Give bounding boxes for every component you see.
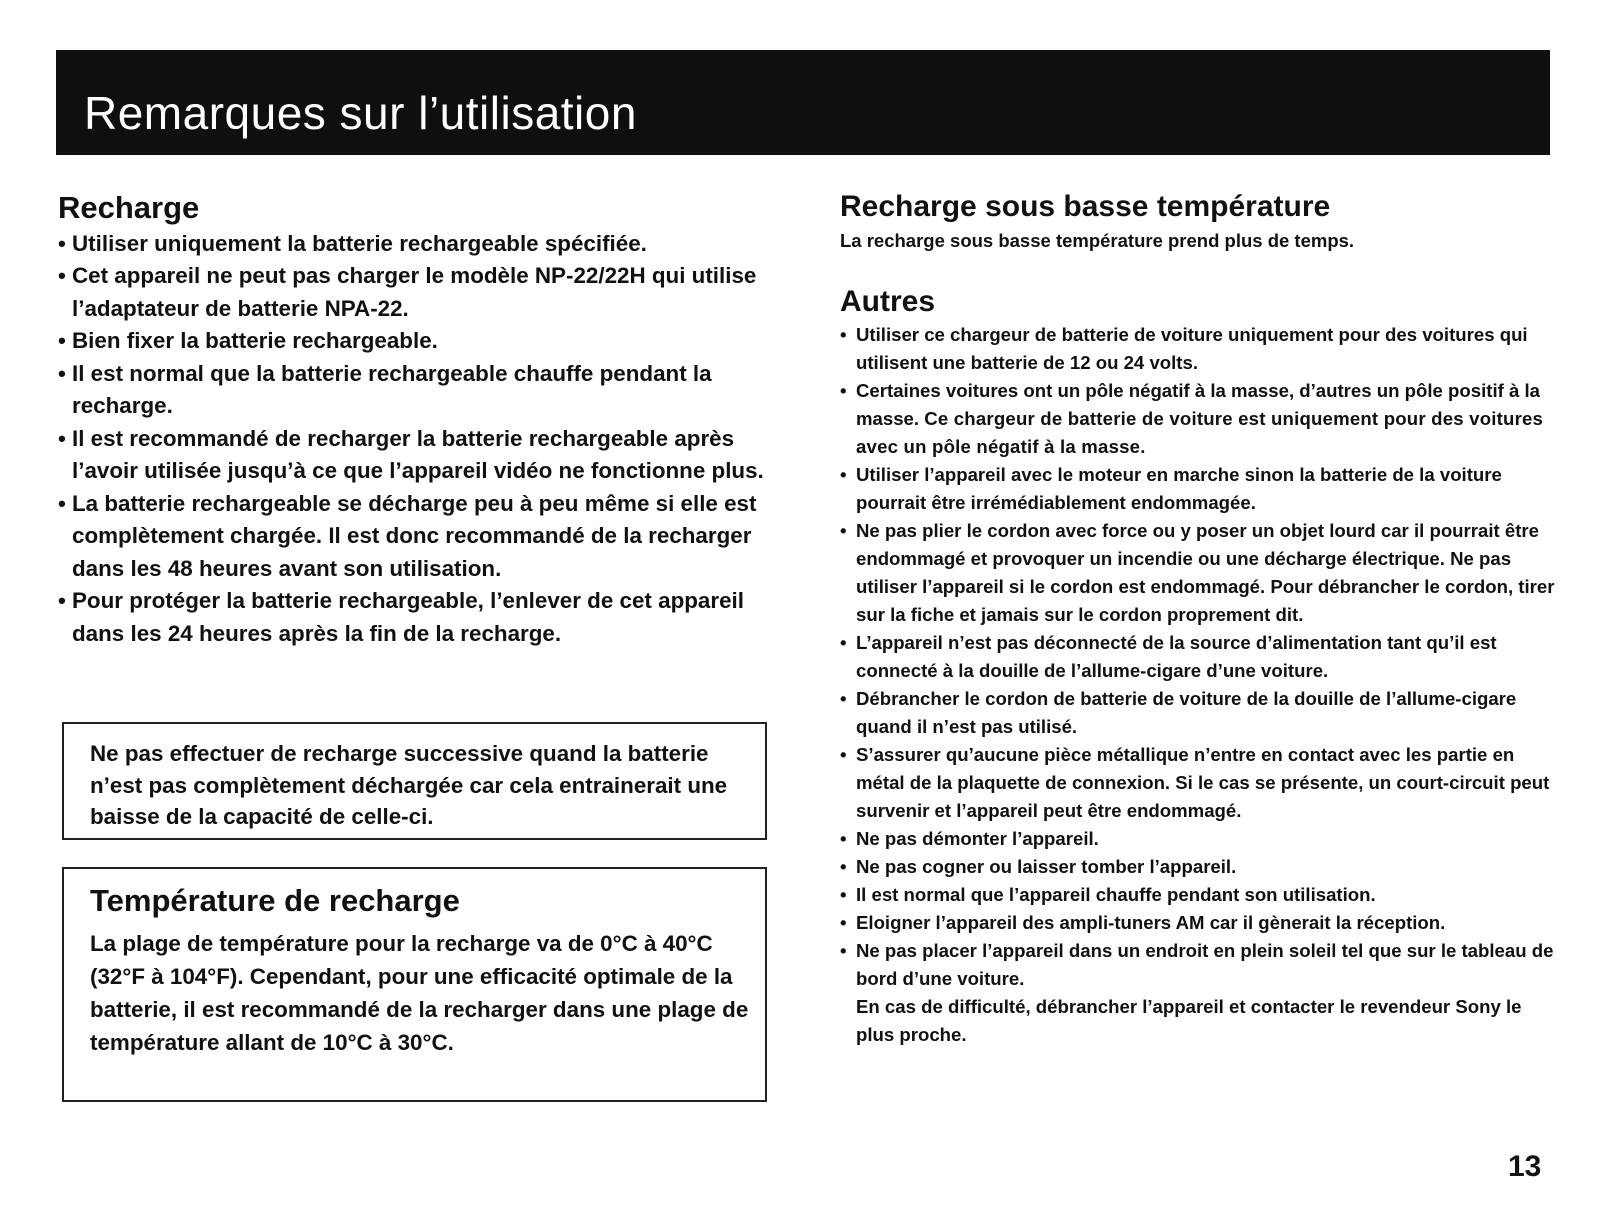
- list-item: [840, 853, 1556, 881]
- item-text: Utiliser ce chargeur de batterie de voiture uniquement pour des voitures qui utilisent une batterie de 12 ou 24 volts.: [856, 324, 1528, 373]
- item-text: Débrancher le cordon de batterie de voiture de la douille de l’allume-cigare quand il n’est pas utilisé.: [856, 688, 1517, 737]
- low-temperature-text: La recharge sous basse température prend plus de temps.: [840, 229, 1355, 251]
- left-column: [58, 190, 770, 650]
- autres-heading: Autres: [840, 284, 936, 318]
- list-item: • Il est recommandé de recharger la batterie rechargeable après l’avoir utilisée jusqu’à ce que l’appareil vidéo ne fonctionne plus.: [58, 423, 770, 488]
- list-item: [840, 881, 1556, 909]
- item-text: Utiliser l’appareil avec le moteur en marche sinon la batterie de la voiture pourrait être irrémédiablement endommagée.: [856, 464, 1502, 513]
- notice-box: [62, 722, 767, 840]
- item-text: L’appareil n’est pas déconnecté de la source d’alimentation tant qu’il est connecté à la douille de l’allume-cigare d’une voiture.: [856, 632, 1497, 681]
- temperature-box: [62, 867, 767, 1102]
- page-number: 13: [1508, 1150, 1542, 1183]
- temperature-text: La plage de température pour la recharge va de 0°C à 40°C (32°F à 104°F). Cependant, pour une efficacité optimale de la batterie, il est recommandé de la recharger dans une plage de température allant de 10°C à 30°C.: [90, 931, 749, 1055]
- item-text: Il est normal que l’appareil chauffe pendant son utilisation.: [856, 884, 1376, 905]
- list-item: [840, 461, 1556, 517]
- list-item: • Pour protéger la batterie rechargeable, l’enlever de cet appareil dans les 24 heures après la fin de la recharge.: [58, 585, 770, 650]
- item-text: S’assurer qu’aucune pièce métallique n’entre en contact avec les partie en métal de la plaquette de connexion. Si le cas se présente, un court-circuit peut survenir et l’appareil peut être endommagé.: [856, 744, 1550, 821]
- page-title: Remarques sur l’utilisation: [84, 87, 637, 139]
- recharge-list: [58, 228, 770, 651]
- right-column: [840, 190, 1556, 1049]
- item-text: Ne pas placer l’appareil dans un endroit en plein soleil tel que sur le tableau de bord d’une voiture.: [856, 940, 1554, 989]
- item-text: Ne pas démonter l’appareil.: [856, 828, 1099, 849]
- list-item: • Utiliser uniquement la batterie rechargeable spécifiée.: [58, 228, 770, 261]
- list-item: • Il est normal que la batterie rechargeable chauffe pendant la recharge.: [58, 358, 770, 423]
- item-text: Eloigner l’appareil des ampli-tuners AM car il gènerait la réception.: [856, 912, 1446, 933]
- list-item: • Bien fixer la batterie rechargeable.: [58, 325, 770, 358]
- list-item: [840, 741, 1556, 825]
- section-banner: [56, 50, 1550, 155]
- notice-text: Ne pas effectuer de recharge successive quand la batterie n’est pas complètement déchargée car cela entrainerait une baisse de la capacité de celle-ci.: [90, 741, 728, 829]
- list-item: [840, 517, 1556, 629]
- recharge-heading: Recharge: [58, 190, 200, 225]
- list-item: • Cet appareil ne peut pas charger le modèle NP-22/22H qui utilise l’adaptateur de batterie NPA-22.: [58, 260, 770, 325]
- low-temperature-heading: Recharge sous basse température: [840, 190, 1331, 223]
- autres-list: [840, 321, 1556, 1049]
- list-item: [840, 377, 1556, 461]
- item-text: Certaines voitures ont un pôle négatif à la masse, d’autres un pôle positif à la masse.: [856, 380, 1540, 429]
- item-emphasis: Ce chargeur de batterie de voiture est uniquement pour des voitures avec un pôle négatif à la masse.: [856, 408, 1544, 457]
- list-item: [840, 629, 1556, 685]
- list-item: [840, 685, 1556, 741]
- item-extra-text: En cas de difficulté, débrancher l’appareil et contacter le revendeur Sony le plus proche.: [856, 996, 1522, 1045]
- list-item: [840, 321, 1556, 377]
- list-item: • La batterie rechargeable se décharge peu à peu même si elle est complètement chargée. Il est donc recommandé de la recharger dans les 48 heures avant son utilisation.: [58, 488, 770, 586]
- list-item: [840, 825, 1556, 853]
- item-text: Ne pas plier le cordon avec force ou y poser un objet lourd car il pourrait être endommagé et provoquer un incendie ou une décharge électrique. Ne pas utiliser l’appareil si le cordon est endommagé. Pour débrancher le cordon, tirer sur la fiche et jamais sur le cordon proprement dit.: [856, 520, 1555, 625]
- list-item: [840, 909, 1556, 937]
- temperature-heading: Température de recharge: [90, 883, 460, 918]
- item-text: Ne pas cogner ou laisser tomber l’appareil.: [856, 856, 1237, 877]
- list-item: [840, 937, 1556, 1049]
